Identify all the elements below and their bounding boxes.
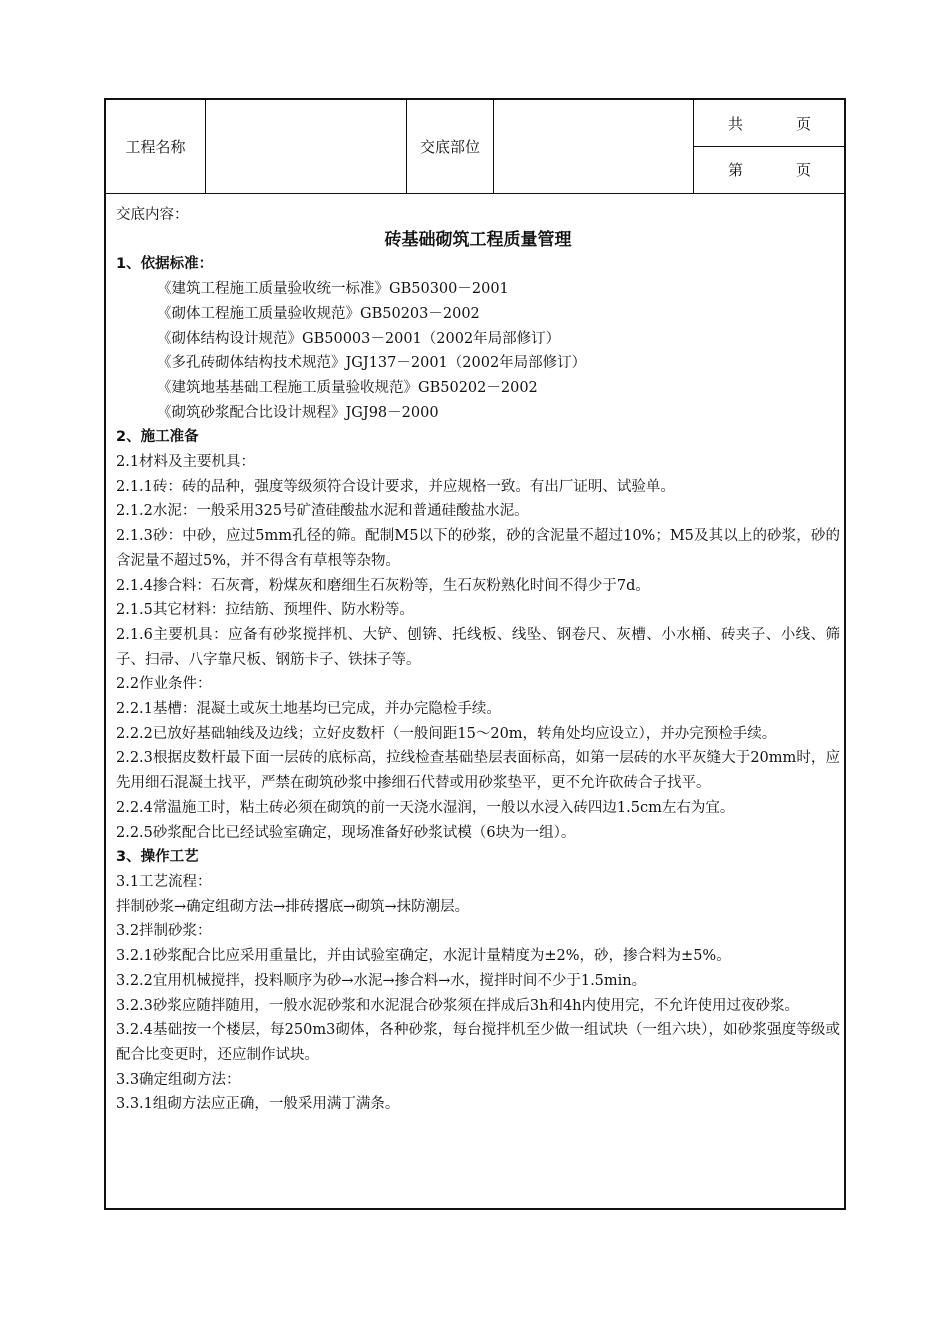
page-count-cell bbox=[694, 100, 844, 193]
total-pages bbox=[694, 100, 844, 147]
disclosure-content-area bbox=[106, 193, 844, 1208]
content-paragraph: 3.2拌制砂浆： bbox=[116, 923, 212, 940]
content-paragraph: 2.1.6主要机具：应备有砂浆搅拌机、大铲、刨锛、托线板、线坠、钢卷尺、灰槽、小水桶、砖夹子、小线、筛子、扫帚、八字靠尺板、钢筋卡子、铁抹子等。 bbox=[116, 626, 840, 668]
content-paragraph: 3.2.3砂浆应随拌随用，一般水泥砂浆和水泥混合砂浆须在拌成后3h和4h内使用完，不允许使用过夜砂浆。 bbox=[116, 997, 800, 1014]
content-label: 交底内容： bbox=[116, 207, 189, 223]
disclosure-part-value[interactable] bbox=[494, 100, 694, 193]
project-name-value[interactable] bbox=[206, 100, 407, 193]
total-pages-suffix: 页 bbox=[796, 114, 812, 133]
current-page-prefix: 第 bbox=[728, 161, 744, 179]
standard-reference: 《多孔砖砌体结构技术规范》JGJ137－2001（2002年局部修订） bbox=[157, 355, 587, 372]
content-paragraph: 拌制砂浆→确定组砌方法→排砖撂底→砌筑→抹防潮层。 bbox=[116, 898, 470, 915]
content-paragraph: 2.2.3根据皮数杆最下面一层砖的底标高，拉线检查基础垫层表面标高，如第一层砖的水平灰缝大于20mm时，应先用细石混凝土找平，严禁在砌筑砂浆中掺细石代替或用砂浆垫平，更不允许砍砖合子找平。 bbox=[116, 750, 840, 792]
content-paragraph: 3.1工艺流程： bbox=[116, 873, 212, 890]
section-heading: 1、依据标准： bbox=[116, 256, 214, 273]
content-paragraph: 2.2.5砂浆配合比已经试验室确定，现场准备好砂浆试模（6块为一组）。 bbox=[116, 824, 576, 841]
disclosure-content bbox=[116, 203, 840, 1117]
content-paragraph: 2.2.4常温施工时，粘土砖必须在砌筑的前一天浇水湿润，一般以水浸入砖四边1.5cm左右为宜。 bbox=[116, 799, 735, 816]
disclosure-part-label: 交底部位 bbox=[407, 100, 494, 193]
total-pages-prefix: 共 bbox=[728, 114, 744, 133]
content-paragraph: 3.2.2宜用机械搅拌，投料顺序为砂→水泥→掺合料→水，搅拌时间不少于1.5min。 bbox=[116, 972, 647, 989]
form-header bbox=[106, 100, 844, 194]
content-paragraph: 2.1材料及主要机具： bbox=[116, 454, 256, 471]
content-paragraph: 2.1.3砂：中砂，应过5mm孔径的筛。配制M5以下的砂浆，砂的含泥量不超过10%；M5及其以上的砂浆，砂的含泥量不超过5%，并不得含有草根等杂物。 bbox=[116, 528, 840, 569]
document-title: 砖基础砌筑工程质量管理 bbox=[384, 229, 572, 250]
standard-reference: 《砌筑砂浆配合比设计规程》JGJ98－2000 bbox=[157, 404, 439, 421]
section-heading: 2、施工准备 bbox=[116, 429, 199, 446]
content-paragraph: 2.2作业条件： bbox=[116, 676, 212, 693]
content-paragraph: 2.1.4掺合料：石灰膏，粉煤灰和磨细生石灰粉等，生石灰粉熟化时间不得少于7d。 bbox=[116, 577, 650, 594]
content-paragraph: 2.2.1基槽：混凝土或灰土地基均已完成，并办完隐检手续。 bbox=[116, 701, 501, 718]
current-page-suffix: 页 bbox=[796, 161, 812, 179]
content-paragraph: 2.1.1砖：砖的品种，强度等级须符合设计要求，并应规格一致。有出厂证明、试验单。 bbox=[116, 478, 675, 495]
section-heading: 3、操作工艺 bbox=[116, 849, 199, 866]
disclosure-form bbox=[104, 98, 846, 1210]
standard-reference: 《砌体结构设计规范》GB50003－2001（2002年局部修订） bbox=[157, 330, 561, 347]
standard-reference: 《砌体工程施工质量验收规范》GB50203－2002 bbox=[157, 305, 480, 322]
content-paragraph: 2.1.5其它材料：拉结筋、预埋件、防水粉等。 bbox=[116, 602, 414, 619]
standard-reference: 《建筑地基基础工程施工质量验收规范》GB50202－2002 bbox=[157, 379, 538, 396]
content-paragraph: 3.3.1组砌方法应正确，一般采用满丁满条。 bbox=[116, 1096, 400, 1113]
content-paragraph: 3.3确定组砌方法： bbox=[116, 1071, 241, 1088]
content-paragraph: 3.2.1砂浆配合比应采用重量比，并由试验室确定，水泥计量精度为±2%，砂，掺合料为±5%。 bbox=[116, 948, 731, 965]
content-paragraph: 2.2.2已放好基础轴线及边线；立好皮数杆（一般间距15～20m，转角处均应设立），并办完预检手续。 bbox=[116, 725, 777, 742]
content-paragraph: 2.1.2水泥：一般采用325号矿渣硅酸盐水泥和普通硅酸盐水泥。 bbox=[116, 503, 529, 520]
content-paragraph: 3.2.4基础按一个楼层，每250m3砌体，各种砂浆，每台搅拌机至少做一组试块（一组六块），如砂浆强度等级或配合比变更时，还应制作试块。 bbox=[116, 1022, 840, 1063]
standard-reference: 《建筑工程施工质量验收统一标准》GB50300－2001 bbox=[157, 281, 509, 298]
project-name-label: 工程名称 bbox=[106, 100, 206, 193]
current-page bbox=[694, 146, 844, 193]
